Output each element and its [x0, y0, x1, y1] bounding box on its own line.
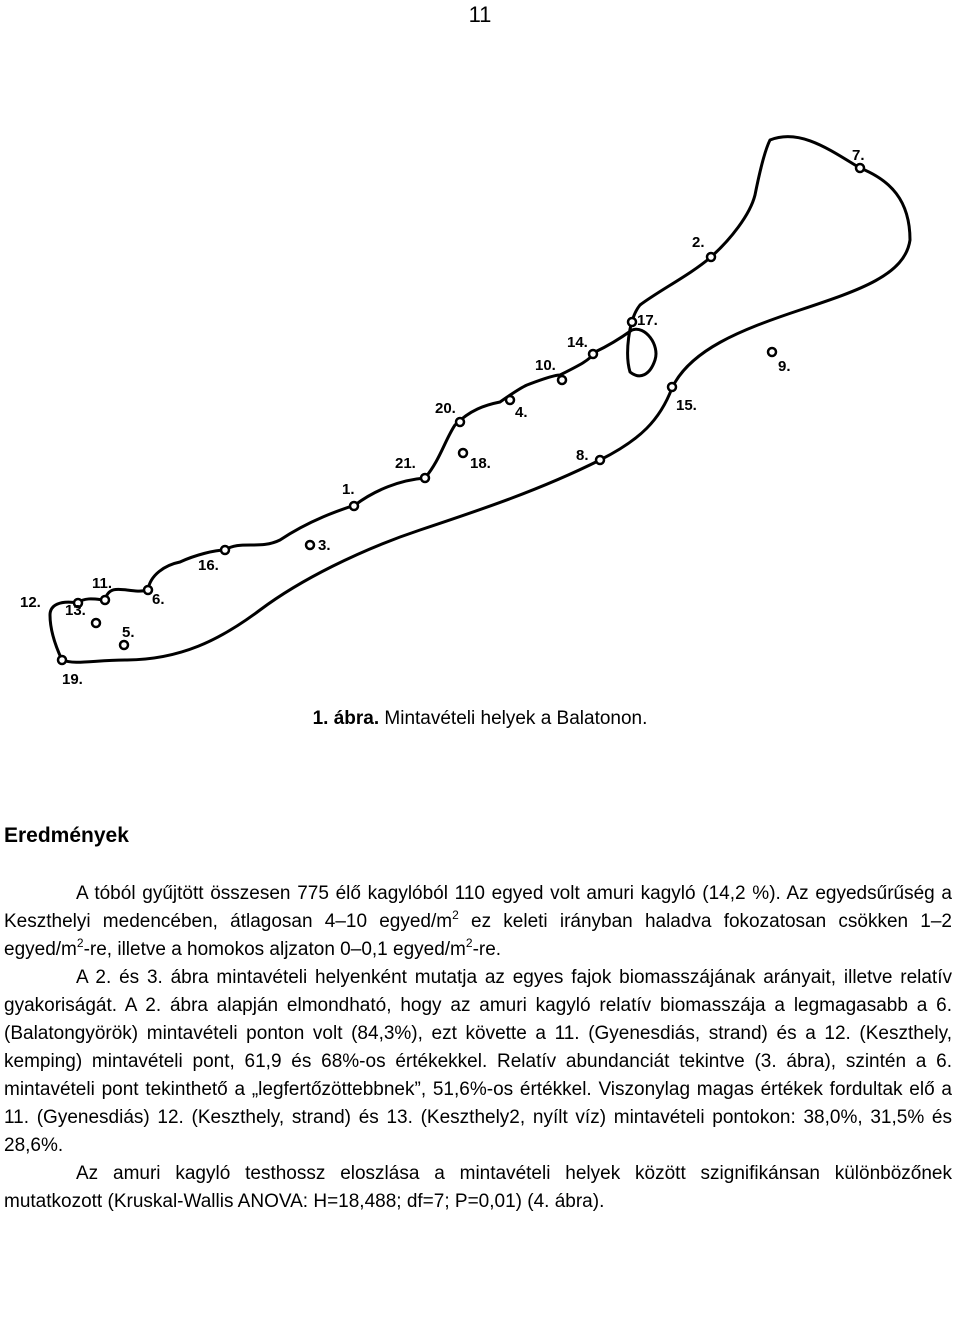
site-marker-21	[421, 474, 429, 482]
superscript-2: 2	[76, 936, 84, 950]
sampling-sites	[58, 164, 864, 664]
paragraph-1-part-1: A tóból gyűjtött összesen 775 élő kagylóból 110 egyed volt amuri kagyló (14,2 %). Az egyedsűrűség a Keszthelyi medencében, átlagosan 4–10 egyed/m	[4, 883, 952, 932]
site-marker-19	[58, 656, 66, 664]
figure-caption-text: Mintavételi helyek a Balatonon.	[379, 708, 648, 729]
site-marker-10	[558, 376, 566, 384]
site-marker-5	[120, 641, 128, 649]
paragraph-1-part-4: -re.	[472, 939, 502, 960]
lake-outline	[50, 137, 910, 663]
site-label-10: 10.	[535, 357, 556, 374]
paragraph-3: Az amuri kagyló testhossz eloszlása a mintavételi helyek között szignifikánsan különbözőnek mutatkozott (Kruskal-Wallis ANOVA: H=18,488; df=7; P=0,01) (4. ábra).	[4, 1163, 952, 1212]
site-label-8: 8.	[576, 447, 589, 464]
site-label-11: 11.	[92, 575, 113, 592]
body-text	[4, 880, 952, 1216]
site-marker-1	[350, 502, 358, 510]
site-marker-9	[768, 348, 776, 356]
paragraph-1	[4, 880, 952, 964]
section-title: Eredmények	[4, 824, 129, 847]
paragraph-1-part-3: -re, illetve a homokos aljzaton 0–0,1 egyed/m	[83, 939, 466, 960]
site-marker-4	[506, 396, 514, 404]
site-marker-18	[459, 449, 467, 457]
site-label-12: 12.	[20, 594, 41, 611]
site-marker-15	[668, 383, 676, 391]
site-label-16: 16.	[198, 557, 219, 574]
site-marker-14	[589, 350, 597, 358]
site-marker-17	[628, 318, 636, 326]
superscript-2: 2	[452, 908, 459, 922]
site-marker-7	[856, 164, 864, 172]
site-label-20: 20.	[435, 400, 456, 417]
site-label-4: 4.	[515, 404, 528, 421]
site-marker-11	[101, 596, 109, 604]
site-label-19: 19.	[62, 671, 83, 688]
balaton-sampling-map	[0, 120, 960, 700]
site-label-3: 3.	[318, 537, 331, 554]
site-label-2: 2.	[692, 234, 705, 251]
superscript-2: 2	[465, 936, 473, 950]
site-label-17: 17.	[637, 312, 658, 329]
site-marker-13	[92, 619, 100, 627]
figure-caption	[0, 708, 960, 730]
site-marker-2	[707, 253, 715, 261]
paragraph-1-part-2: ez keleti irányban haladva fokozatosan csökken 1–2 egyed/m	[4, 911, 952, 960]
site-label-13: 13.	[65, 602, 86, 619]
site-label-9: 9.	[778, 358, 791, 375]
site-marker-20	[456, 418, 464, 426]
paragraph-2: A 2. és 3. ábra mintavételi helyenként mutatja az egyes fajok biomasszájának arányait, illetve relatív gyakoriságát. A 2. ábra alapján elmondható, hogy az amuri kagyló relatív biomasszája a legmagasabb a 6. (Balatongyörök) mintavételi ponton volt (84,3%), ezt követte a 11. (Gyenesdiás, strand) és a 12. (Keszthely, kemping) mintavételi pont, 61,9 és 68%-os értékekkel. Relatív abundanciát tekintve (3. ábra), szintén a 6. mintavételi pont tekinthető a „legfertőzöttebbnek”, 51,6%-os értékkel. Viszonylag magas értékek fordultak elő a 11. (Gyenesdiás) 12. (Keszthely, strand) és 13. (Keszthely2, nyílt víz) mintavételi pontokon: 38,0%, 31,5% és 28,6%.	[4, 967, 952, 1156]
site-marker-16	[221, 546, 229, 554]
site-marker-6	[144, 586, 152, 594]
site-marker-3	[306, 541, 314, 549]
site-label-21: 21.	[395, 455, 416, 472]
site-label-5: 5.	[122, 624, 135, 641]
site-label-15: 15.	[676, 397, 697, 414]
figure-caption-label: 1. ábra.	[312, 708, 380, 729]
site-label-6: 6.	[152, 591, 165, 608]
site-label-18: 18.	[470, 455, 491, 472]
site-marker-8	[596, 456, 604, 464]
site-label-14: 14.	[567, 334, 588, 351]
site-label-1: 1.	[342, 481, 355, 498]
page-number: 11	[468, 2, 492, 27]
site-label-7: 7.	[852, 147, 865, 164]
